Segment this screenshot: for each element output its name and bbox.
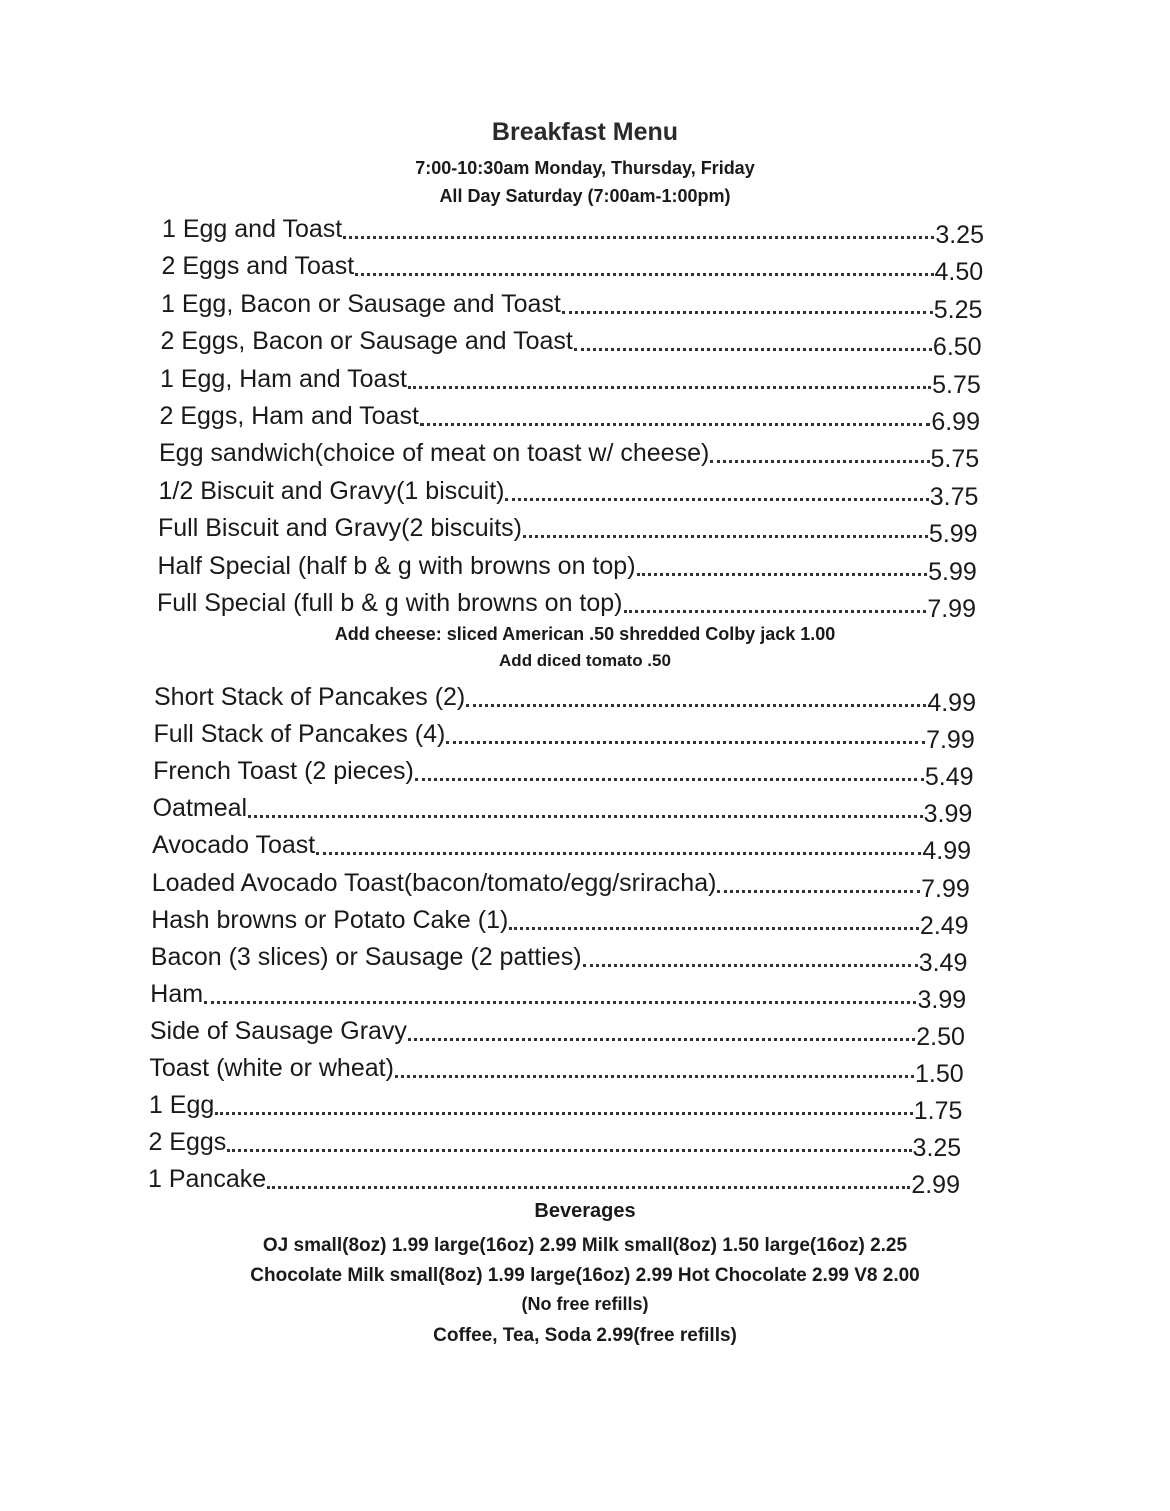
dot-leader bbox=[583, 964, 918, 967]
dot-leader bbox=[316, 852, 921, 855]
beverages-line-coffee: Coffee, Tea, Soda 2.99(free refills) bbox=[433, 1325, 737, 1346]
menu-item-name: Hash browns or Potato Cake (1) bbox=[151, 905, 509, 934]
menu-item bbox=[160, 360, 981, 394]
dot-leader bbox=[355, 273, 933, 276]
dot-leader bbox=[420, 423, 930, 426]
menu-item-price: 3.99 bbox=[923, 800, 973, 824]
dot-leader bbox=[446, 741, 925, 744]
beverages-line-juice-milk: OJ small(8oz) 1.99 large(16oz) 2.99 Milk small(8oz) 1.50 large(16oz) 2.25 bbox=[262, 1235, 908, 1256]
dot-leader bbox=[267, 1186, 910, 1189]
menu-item-name: Bacon (3 slices) or Sausage (2 patties) bbox=[150, 942, 582, 971]
dot-leader bbox=[637, 573, 928, 576]
menu-item bbox=[154, 715, 975, 749]
menu-item-name: 1 Egg bbox=[148, 1091, 215, 1120]
menu-item-name: Oatmeal bbox=[152, 794, 248, 823]
dot-leader bbox=[248, 815, 923, 818]
menu-item-price: 7.99 bbox=[921, 874, 970, 898]
menu-item bbox=[152, 864, 970, 898]
menu-item-name: French Toast (2 pieces) bbox=[153, 757, 414, 786]
addon-cheese-note: Add cheese: sliced American .50 shredded Colby jack 1.00 bbox=[334, 624, 836, 644]
menu-item-price: 4.99 bbox=[927, 689, 976, 712]
menu-item-price: 1.75 bbox=[913, 1097, 963, 1121]
beverages-line-chocolate: Chocolate Milk small(8oz) 1.99 large(16oz) 2.99 Hot Chocolate 2.99 V8 2.00 bbox=[250, 1265, 920, 1286]
dot-leader bbox=[505, 498, 928, 501]
menu-item-name: Full Special (full b & g with browns on top) bbox=[157, 589, 623, 617]
menu-item-price: 2.99 bbox=[911, 1171, 960, 1195]
menu-item bbox=[159, 472, 979, 506]
menu-item-price: 5.75 bbox=[932, 370, 981, 394]
menu-item-price: 5.99 bbox=[928, 520, 978, 544]
menu-item bbox=[153, 789, 973, 823]
menu-item bbox=[161, 322, 982, 356]
menu-item-name: Side of Sausage Gravy bbox=[149, 1016, 407, 1045]
menu-item-price: 6.50 bbox=[932, 333, 982, 357]
dot-leader bbox=[466, 704, 926, 707]
menu-item bbox=[150, 975, 966, 1009]
menu-item-price: 3.99 bbox=[917, 985, 967, 1009]
menu-item-name: Short Stack of Pancakes (2) bbox=[154, 683, 466, 711]
menu-item-price: 4.50 bbox=[934, 258, 984, 282]
dot-leader bbox=[204, 1001, 916, 1004]
menu-item-price: 5.25 bbox=[933, 295, 983, 319]
dot-leader bbox=[717, 890, 920, 893]
dot-leader bbox=[562, 311, 933, 314]
menu-item-name: 1 Egg, Bacon or Sausage and Toast bbox=[161, 289, 561, 318]
menu-item-name: Full Biscuit and Gravy(2 biscuits) bbox=[158, 514, 523, 543]
menu-item-name: 1 Pancake bbox=[148, 1165, 267, 1194]
menu-item-price: 7.99 bbox=[927, 595, 976, 618]
menu-item-name: Ham bbox=[150, 979, 204, 1008]
menu-item-name: Toast (white or wheat) bbox=[149, 1054, 394, 1082]
menu-item-price: 2.49 bbox=[919, 911, 969, 935]
menu-item-name: Egg sandwich(choice of meat on toast w/ cheese) bbox=[159, 439, 710, 468]
dot-leader bbox=[509, 927, 919, 930]
menu-item-name: 1/2 Biscuit and Gravy(1 biscuit) bbox=[158, 476, 505, 505]
menu-item bbox=[150, 1012, 965, 1046]
hours-saturday: All Day Saturday (7:00am-1:00pm) bbox=[439, 186, 731, 206]
dot-leader bbox=[395, 1075, 914, 1078]
menu-item bbox=[162, 210, 984, 244]
menu-item bbox=[153, 752, 973, 786]
dot-leader bbox=[574, 348, 932, 351]
menu-item bbox=[158, 509, 978, 543]
menu-item-price: 4.99 bbox=[922, 837, 972, 861]
menu-item-price: 5.75 bbox=[930, 445, 980, 469]
menu-item-name: Loaded Avocado Toast(bacon/tomato/egg/sriracha) bbox=[151, 868, 717, 897]
menu-item bbox=[148, 1123, 961, 1157]
menu-item-price: 3.25 bbox=[935, 221, 984, 244]
menu-item-price: 5.99 bbox=[928, 557, 977, 581]
menu-item-name: 1 Egg, Ham and Toast bbox=[160, 364, 407, 393]
menu-item bbox=[159, 434, 979, 468]
menu-item-name: Half Special (half b & g with browns on top) bbox=[157, 551, 636, 580]
dot-leader bbox=[343, 236, 934, 239]
menu-item-price: 6.99 bbox=[931, 408, 980, 431]
menu-item-price: 1.50 bbox=[915, 1060, 964, 1083]
menu-item bbox=[154, 678, 976, 712]
dot-leader bbox=[227, 1149, 911, 1152]
menu-item-price: 5.49 bbox=[924, 763, 974, 787]
dot-leader bbox=[710, 460, 929, 463]
menu-item bbox=[158, 547, 977, 581]
menu-item-price: 3.49 bbox=[918, 948, 968, 972]
menu-item bbox=[148, 1160, 960, 1194]
menu-item bbox=[149, 1086, 963, 1120]
beverages-line-no-refills: (No free refills) bbox=[521, 1294, 649, 1314]
menu-item bbox=[161, 285, 982, 319]
menu-title: Breakfast Menu bbox=[491, 118, 679, 146]
menu-item bbox=[149, 1049, 963, 1083]
menu-item-price: 3.25 bbox=[912, 1134, 962, 1158]
menu-item bbox=[162, 247, 984, 281]
menu-item-name: Full Stack of Pancakes (4) bbox=[153, 720, 446, 749]
menu-item-price: 3.75 bbox=[929, 482, 979, 506]
hours-weekday: 7:00-10:30am Monday, Thursday, Friday bbox=[415, 158, 755, 178]
menu-item-name: 2 Eggs bbox=[148, 1128, 227, 1157]
menu-item-name: 2 Eggs, Bacon or Sausage and Toast bbox=[160, 327, 573, 356]
menu-item-price: 2.50 bbox=[916, 1022, 965, 1046]
menu-item-name: 2 Eggs, Ham and Toast bbox=[159, 402, 419, 430]
menu-item bbox=[152, 826, 971, 860]
dot-leader bbox=[408, 1038, 915, 1041]
dot-leader bbox=[624, 610, 927, 613]
menu-item-price: 7.99 bbox=[926, 726, 975, 750]
dot-leader bbox=[415, 778, 924, 781]
menu-item-name: Avocado Toast bbox=[152, 831, 316, 860]
addon-tomato-note: Add diced tomato .50 bbox=[499, 651, 671, 670]
dot-leader bbox=[523, 535, 928, 538]
menu-item-name: 2 Eggs and Toast bbox=[161, 252, 355, 281]
menu-item bbox=[151, 901, 968, 935]
menu-item bbox=[160, 397, 981, 431]
beverages-heading: Beverages bbox=[534, 1200, 636, 1222]
menu-item bbox=[151, 938, 968, 972]
menu-item-name: 1 Egg and Toast bbox=[162, 215, 343, 243]
dot-leader bbox=[408, 386, 931, 389]
dot-leader bbox=[215, 1112, 913, 1115]
menu-item bbox=[157, 584, 976, 618]
